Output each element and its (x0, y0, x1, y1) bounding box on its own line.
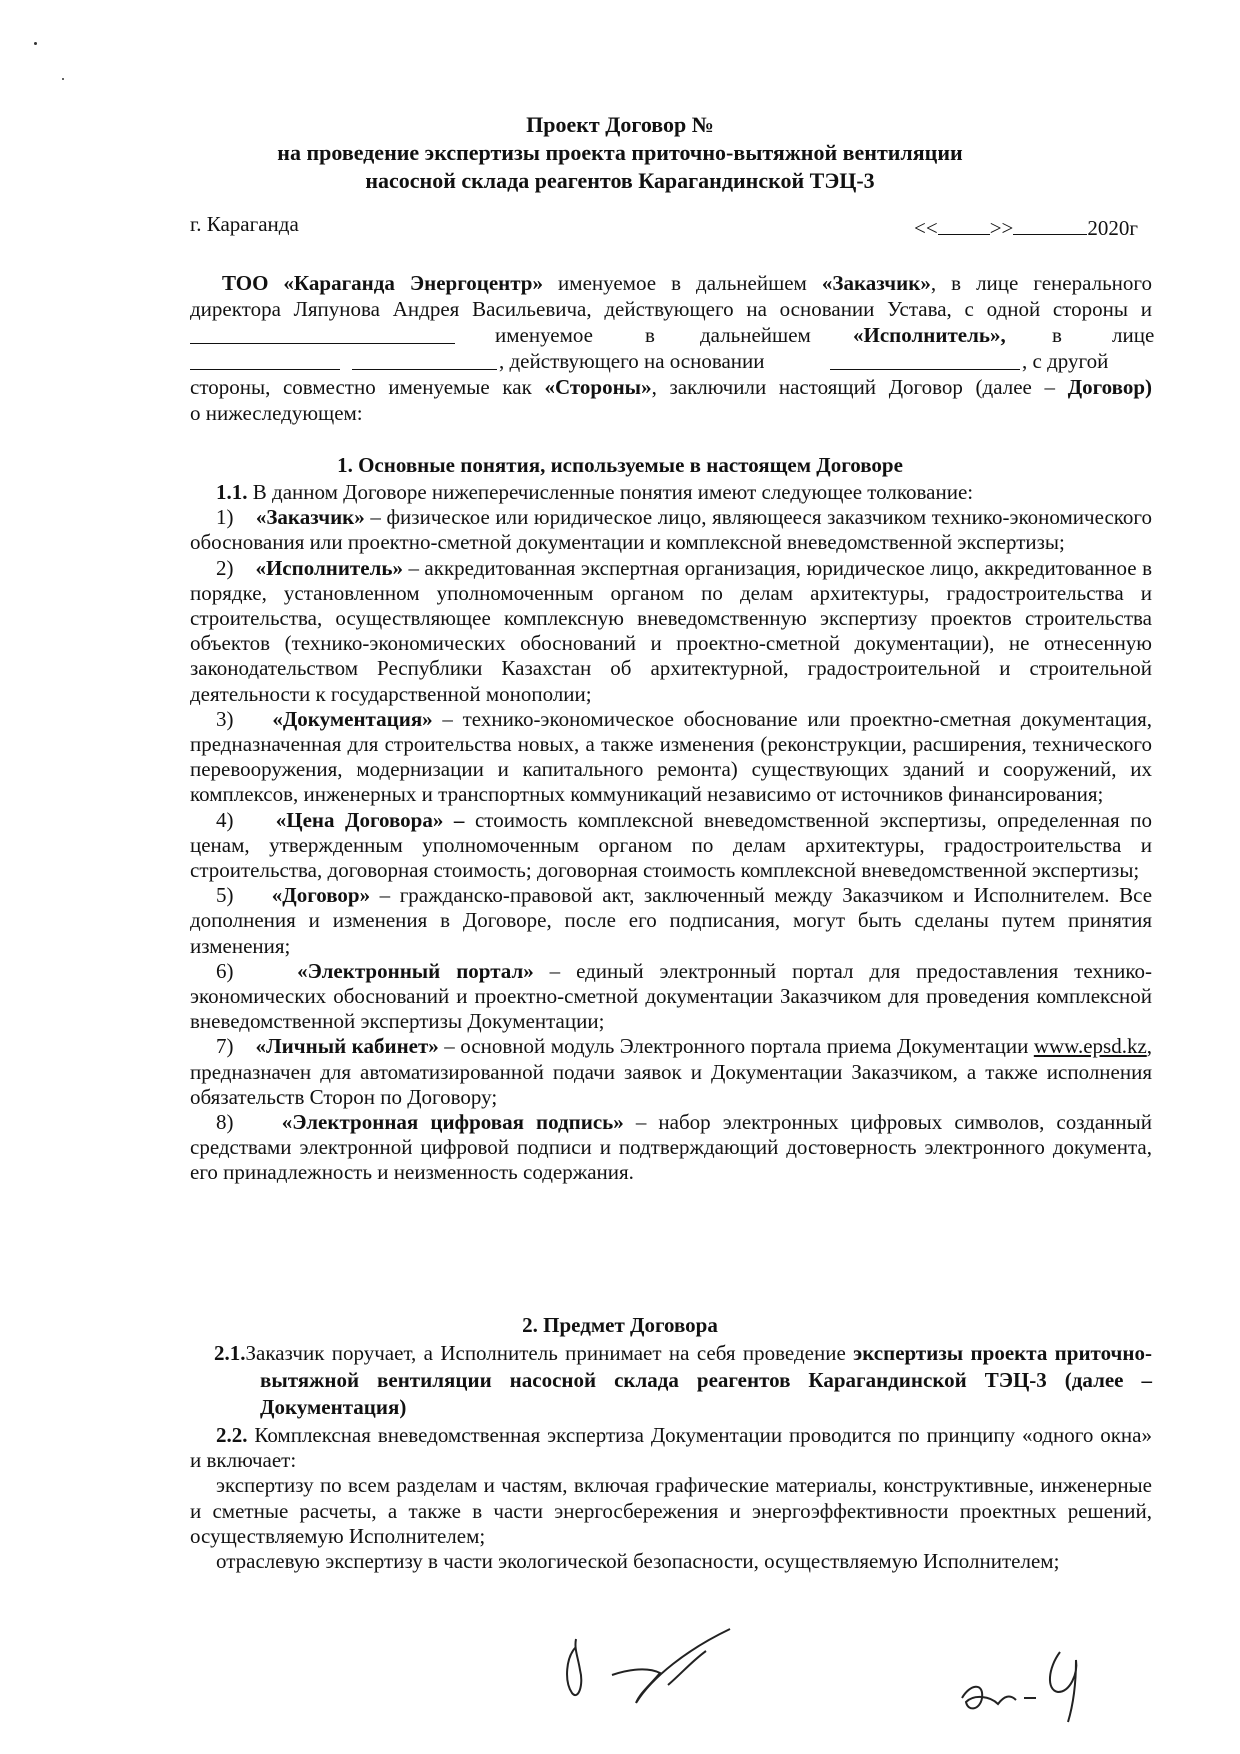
section-1-heading: 1. Основные понятия, используемые в настоящем Договоре (337, 453, 903, 477)
contract-date: << >> 2020г (914, 216, 1138, 240)
definition-item: 6) «Электронный портал» – единый электронный портал для предоставления технико-экономических обоснований и проектно-сметной документации Заказчиком для проведения комплексной вневедомственной экспертизы Документации; (190, 958, 1153, 1034)
document-page: Проект Договор № на проведение экспертизы проекта приточно-вытяжной вентиляции насосной склада реагентов Карагандинской ТЭЦ-3 г. Караганда << >> 2020г ТОО «Караганда Энергоцентр» именуемое в дальнейшем «Заказчик», в лице генерального директора Ляпунова Андрея Васильевича, действующего на основании Устава, с одной стороны и именуемое в дальнейшем «Исполнитель», в лице , действующего на основании , с другой стороны, совместно именуемые как «Стороны», заключили настоящий Договор (далее – Договор) о нижеследующем: 1. Основные понятия, используемые в настоящем Договоре 1.1. В данном Договоре нижеперечисленные понятия имеют следующее толкование: 1) «Заказчик» – физическое или юридическое лицо, являющееся заказчиком технико-экономического обоснования или проектно-сметной документации и комплексной вневедомственной экспертизы; 2) «Исполнитель» – аккредитованная экспертная организация, юридическое лицо, аккредитованное в порядке, установленном уполномоченным органом по делам архитектуры, градостроительства и строительства, осуществляющее комплексную вневедомственную экспертизу проектов строительства объектов (технико-экономических обоснований и проектно-сметной документации), не отнесенную законодательством Республики Казахстан об архитектурной, градостроительной и строительной деятельности к государственной монополии; 3) «Документация» – технико-экономическое обоснование или проектно-сметная документация, предназначенная для строительства новых, а также изменения (реконструкции, расширения, технического перевооружения, модернизации и капитального ремонта) существующих зданий и сооружений, их комплексов, инженерных и транспортных коммуникаций независимо от источников финансирования; 4) «Цена Договора» – стоимость комплексной вневедомственной экспертизы, определенная по ценам, утвержденным уполномоченным органом по делам архитектуры, градостроительства и строительства, договорная стоимость; договорная стоимость комплексной вневедомственной экспертизы; 5) «Договор» – гражданско-правовой акт, заключенный между Заказчиком и Исполнителем. Все дополнения и изменения в Договоре, после его подписания, могут быть сделаны путем принятия изменения; 6) «Электронный портал» – единый электронный портал для предоставления технико-экономических обоснований и проектно-сметной документации Заказчиком для проведения комплексной вневедомственной экспертизы Документации; 7) «Личный кабинет» – основной модуль Электронного портала приема Документации www.epsd.kz, предназначен для автоматизированной подачи заявок и Документации Заказчиком, а также исполнения обязательств Сторон по Договору; 8) «Электронная цифровая подпись» – набор электронных цифровых символов, созданный средствами электронной цифровой подписи и подтверждающий достоверность электронного документа, его принадлежность и неизменность содержания. 2. Предмет Договора 2.1.Заказчик поручает, а Исполнитель принимает на себя проведение экспертизы проекта приточно-вытяжной вентиляции насосной склада реагентов Карагандинской ТЭЦ-3 (далее – Документация) 2.2. Комплексная вневедомственная экспертиза Документации проводится по принципу «одного окна» и включает: экспертизу по всем разделам и частям, включая графические материалы, конструктивные, инженерные и сметные расчеты, а также в части энергосбережения и энергоэффективности проектных решений, осуществляемую Исполнителем; отраслевую экспертизу в части экологической безопасности, осуществляемую Исполнителем; (0, 0, 1240, 1754)
scan-speck (62, 78, 64, 80)
basis-document-blank (830, 351, 1020, 370)
day-blank (938, 216, 990, 235)
section-2-body (190, 1340, 1152, 1574)
executor-name-blank (190, 325, 455, 344)
definition-item: 7) «Личный кабинет» – основной модуль Электронного портала приема Документации www.epsd.kz, предназначен для автоматизированной подачи заявок и Документации Заказчиком, а также исполнения обязательств Сторон по Договору; (190, 1034, 1153, 1109)
document-title: Проект Договор № (526, 112, 714, 137)
clause-1-1: 1.1. В данном Договоре нижеперечисленные понятия имеют следующее толкование: (216, 480, 974, 504)
definition-item: 3) «Документация» – технико-экономическое обоснование или проектно-сметная документация, предназначенная для строительства новых, а также изменения (реконструкции, расширения, технического перевооружения, модернизации и капитального ремонта) существующих зданий и сооружений, их комплексов, инженерных и транспортных коммуникаций независимо от источников финансирования; (190, 706, 1152, 807)
definition-item: 2) «Исполнитель» – аккредитованная экспертная организация, юридическое лицо, аккредитованное в порядке, установленном уполномоченным органом по делам архитектуры, градостроительства и строительства, осуществляющее комплексную вневедомственную экспертизу проектов строительства объектов (технико-экономических обоснований и проектно-сметной документации), не отнесенную законодательством Республики Казахстан об архитектурной, градостроительной и строительной деятельности к государственной монополии; (190, 555, 1153, 706)
definition-item: 4) «Цена Договора» – стоимость комплексной вневедомственной экспертизы, определенная по ценам, утвержденным уполномоченным органом по делам архитектуры, градостроительства и строительства, договорная стоимость; договорная стоимость комплексной вневедомственной экспертизы; (190, 807, 1153, 883)
signature-stroke (1050, 1652, 1076, 1722)
clause-2-2-item-1: экспертизу по всем разделам и частям, включая графические материалы, конструктивные, инженерные и сметные расчеты, а также в части энергосбережения и энергоэффективности проектных решений, осуществляемую Исполнителем; (190, 1473, 1152, 1548)
signature-executor (950, 1640, 1120, 1730)
signature-stroke (962, 1687, 1036, 1709)
clause-2-2-item-2: отраслевую экспертизу в части экологической безопасности, осуществляемую Исполнителем; (216, 1549, 1060, 1574)
scan-speck (34, 42, 37, 45)
place-of-signing: г. Караганда (190, 212, 299, 236)
signature-initials (560, 1615, 760, 1715)
section-1-body (190, 480, 1152, 1186)
representative-position-blank (190, 351, 340, 370)
signature-stroke (612, 1629, 730, 1703)
month-blank (1013, 216, 1087, 235)
definition-item: 5) «Договор» – гражданско-правовой акт, заключенный между Заказчиком и Исполнителем. Все дополнения и изменения в Договоре, после его подписания, могут быть сделаны путем принятия изменения; (190, 883, 1153, 958)
document-subtitle-2: насосной склада реагентов Карагандинской ТЭЦ-3 (365, 168, 875, 193)
preamble-line-5: стороны, совместно именуемые как «Стороны», заключили настоящий Договор (далее – Договор) (190, 375, 1152, 399)
portal-link[interactable]: www.epsd.kz (1033, 1034, 1147, 1059)
preamble-line-2: директора Ляпунова Андрея Васильевича, действующего на основании Устава, с одной стороны и (190, 297, 1152, 321)
document-subtitle-1: на проведение экспертизы проекта приточно-вытяжной вентиляции (277, 140, 963, 165)
definition-item: 1) «Заказчик» – физическое или юридическое лицо, являющееся заказчиком технико-экономического обоснования или проектно-сметной документации и комплексной вневедомственной экспертизы; (190, 505, 1152, 555)
clause-2-1: 2.1.Заказчик поручает, а Исполнитель принимает на себя проведение экспертизы проекта приточно-вытяжной вентиляции насосной склада реагентов Карагандинской ТЭЦ-3 (далее – Документация) (214, 1341, 1152, 1419)
signature-stroke (567, 1639, 581, 1695)
preamble-line-1: ТОО «Караганда Энергоцентр» именуемое в дальнейшем «Заказчик», в лице генерального (222, 271, 1152, 295)
preamble-line-6: о нижеследующем: (190, 401, 363, 425)
representative-name-blank (352, 351, 497, 370)
definition-item: 8) «Электронная цифровая подпись» – набор электронных цифровых символов, созданный средствами электронной цифровой подписи и подтверждающий достоверность электронного документа, его принадлежность и неизменность содержания. (190, 1110, 1152, 1185)
clause-2-2: 2.2. Комплексная вневедомственная экспертиза Документации проводится по принципу «одного окна» и включает: (190, 1423, 1152, 1473)
section-2-heading: 2. Предмет Договора (522, 1313, 718, 1337)
